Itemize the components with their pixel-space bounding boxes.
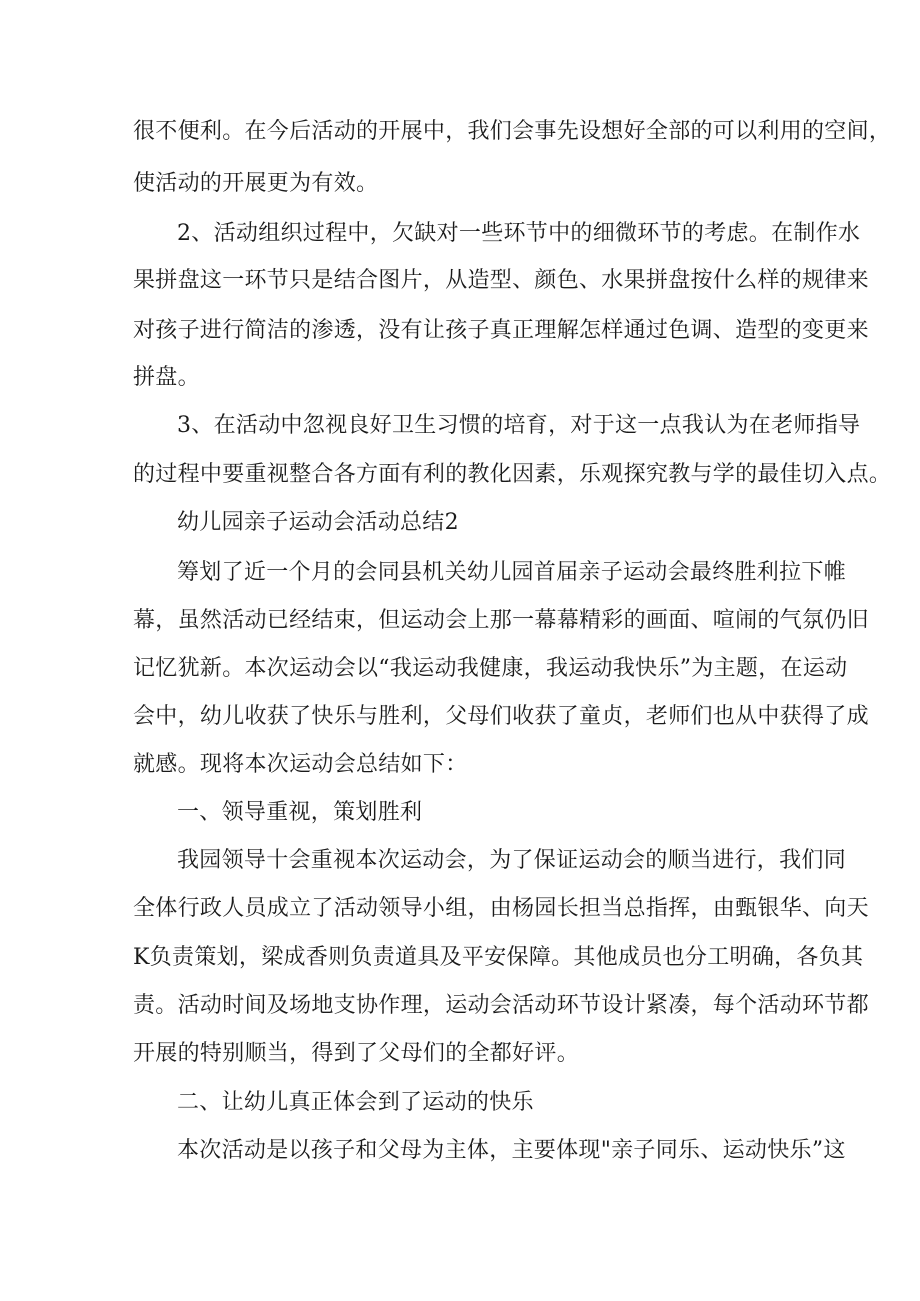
text-line: 责。活动时间及场地支协作理，运动会活动环节设计紧凑，每个活动环节都 <box>133 993 869 1018</box>
section-title: 幼儿园亲子运动会活动总结2 <box>177 510 459 535</box>
text-line: 拼盘。 <box>133 365 200 390</box>
text-line: 全体行政人员成立了活动领导小组，由杨园长担当总指挥，由甄银华、向天 <box>133 896 869 921</box>
text-line: 会中，幼儿收获了快乐与胜利，父母们收获了童贞，老师们也从中获得了成 <box>133 704 869 729</box>
text-line: 使活动的开展更为有效。 <box>133 171 379 196</box>
text-line: 幕，虽然活动已经结束，但运动会上那一幕幕精彩的画面、喧闹的气氛仍旧 <box>133 608 869 633</box>
text-line: 2、活动组织过程中，欠缺对一些环节中的细微环节的考虑。在制作水 <box>177 221 861 246</box>
text-line: 本次活动是以孩子和父母为主体，主要体现"亲子同乐、运动快乐”这 <box>177 1138 846 1163</box>
text-line: 记忆犹新。本次运动会以“我运动我健康，我运动我快乐”为主题，在运动 <box>133 656 848 681</box>
text-line: 开展的特别顺当，得到了父母们的全都好评。 <box>133 1041 580 1066</box>
text-line: 就感。现将本次运动会总结如下： <box>133 752 468 777</box>
text-line: 筹划了近一个月的会同县机关幼儿园首届亲子运动会最终胜利拉下帷 <box>177 560 847 585</box>
text-line: 的过程中要重视整合各方面有利的教化因素，乐观探究教与学的最佳切入点。 <box>133 462 892 487</box>
subheading: 一、领导重视，策划胜利 <box>177 800 423 825</box>
text-line: 果拼盘这一环节只是结合图片，从造型、颜色、水果拼盘按什么样的规律来 <box>133 268 869 293</box>
subheading: 二、让幼儿真正体会到了运动的快乐 <box>177 1090 534 1115</box>
text-line: K负责策划，梁成香则负责道具及平安保障。其他成员也分工明确，各负其 <box>133 945 864 970</box>
text-line: 很不便利。在今后活动的开展中，我们会事先设想好全部的可以利用的空间， <box>133 119 892 144</box>
text-line: 3、在活动中忽视良好卫生习惯的培育，对于这一点我认为在老师指导 <box>177 413 861 438</box>
text-line: 我园领导十会重视本次运动会，为了保证运动会的顺当进行，我们同 <box>177 848 847 873</box>
text-line: 对孩子进行简洁的渗透，没有让孩子真正理解怎样通过色调、造型的变更来 <box>133 318 869 343</box>
